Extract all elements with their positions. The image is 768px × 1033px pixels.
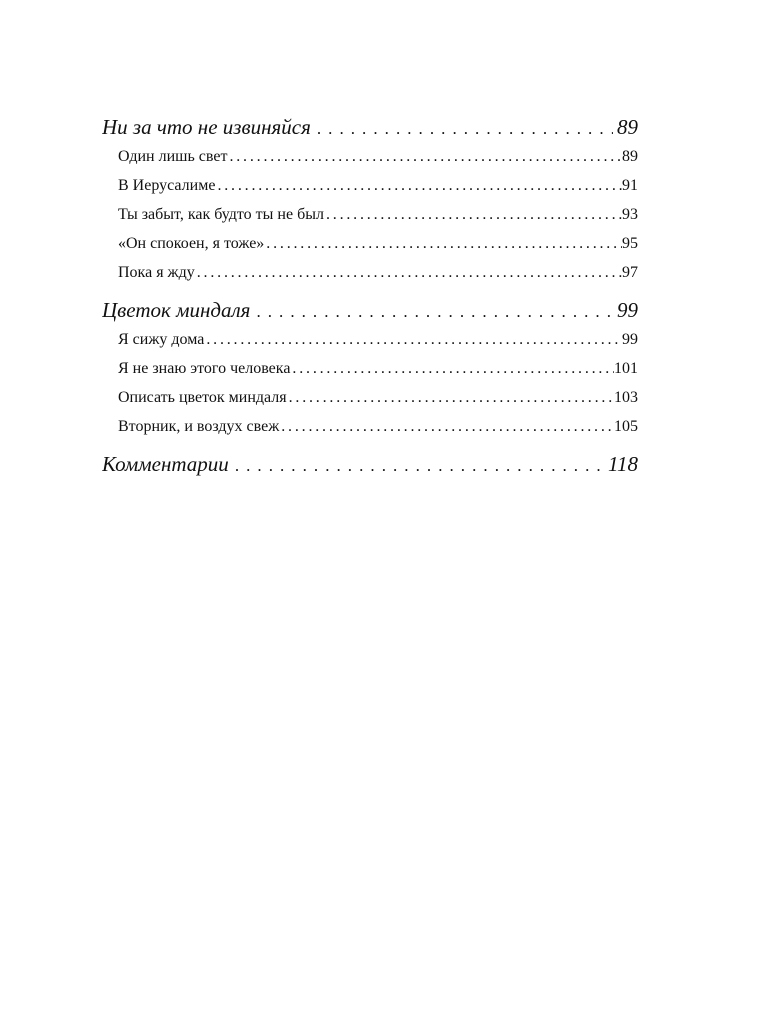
- toc-entry-title: В Иерусалиме: [118, 171, 215, 200]
- dot-leader: [215, 171, 622, 200]
- toc-entry[interactable]: [118, 383, 638, 412]
- toc-entry-title: Один лишь свет: [118, 142, 227, 171]
- dot-leader: [311, 114, 613, 142]
- toc-part-title: Цветок миндаля: [102, 295, 250, 325]
- table-of-contents: [102, 112, 638, 479]
- dot-leader: [287, 383, 614, 412]
- dot-leader: [204, 325, 622, 354]
- toc-entry-title: Вторник, и воздух свеж: [118, 412, 279, 441]
- toc-entry-page: 103: [614, 383, 638, 412]
- toc-section-comments: [102, 449, 638, 479]
- toc-part-title: Ни за что не извиняйся: [102, 112, 311, 142]
- toc-entry-page: 97: [622, 258, 638, 287]
- dot-leader: [227, 142, 622, 171]
- dot-leader: [264, 229, 622, 258]
- toc-entry[interactable]: [118, 325, 638, 354]
- toc-entry-page: 91: [622, 171, 638, 200]
- toc-part-page: 118: [604, 449, 638, 479]
- toc-entry-title: Я сижу дома: [118, 325, 204, 354]
- toc-entry-page: 89: [622, 142, 638, 171]
- toc-entry-title: Описать цветок миндаля: [118, 383, 287, 412]
- toc-entry-page: 105: [614, 412, 638, 441]
- dot-leader: [290, 354, 614, 383]
- toc-entry[interactable]: [118, 258, 638, 287]
- toc-entry-title: Я не знаю этого человека: [118, 354, 290, 383]
- toc-part-heading[interactable]: [102, 449, 638, 479]
- toc-entry-page: 95: [622, 229, 638, 258]
- toc-entry-page: 99: [622, 325, 638, 354]
- toc-entry-title: Ты забыт, как будто ты не был: [118, 200, 324, 229]
- toc-entry-page: 101: [614, 354, 638, 383]
- toc-part-heading[interactable]: [102, 112, 638, 142]
- dot-leader: [250, 297, 613, 325]
- toc-part-title: Комментарии: [102, 449, 229, 479]
- toc-section-almond-blossom: [102, 295, 638, 441]
- toc-part-page: 99: [613, 295, 638, 325]
- toc-entry[interactable]: [118, 142, 638, 171]
- toc-entry-title: «Он спокоен, я тоже»: [118, 229, 264, 258]
- toc-entry[interactable]: [118, 200, 638, 229]
- toc-entry-title: Пока я жду: [118, 258, 195, 287]
- toc-entry[interactable]: [118, 171, 638, 200]
- dot-leader: [229, 451, 604, 479]
- dot-leader: [195, 258, 622, 287]
- toc-part-page: 89: [613, 112, 638, 142]
- dot-leader: [324, 200, 622, 229]
- toc-entry[interactable]: [118, 412, 638, 441]
- toc-part-heading[interactable]: [102, 295, 638, 325]
- dot-leader: [279, 412, 614, 441]
- toc-entry-page: 93: [622, 200, 638, 229]
- toc-entry[interactable]: [118, 354, 638, 383]
- toc-entry[interactable]: [118, 229, 638, 258]
- toc-section-dont-apologize: [102, 112, 638, 287]
